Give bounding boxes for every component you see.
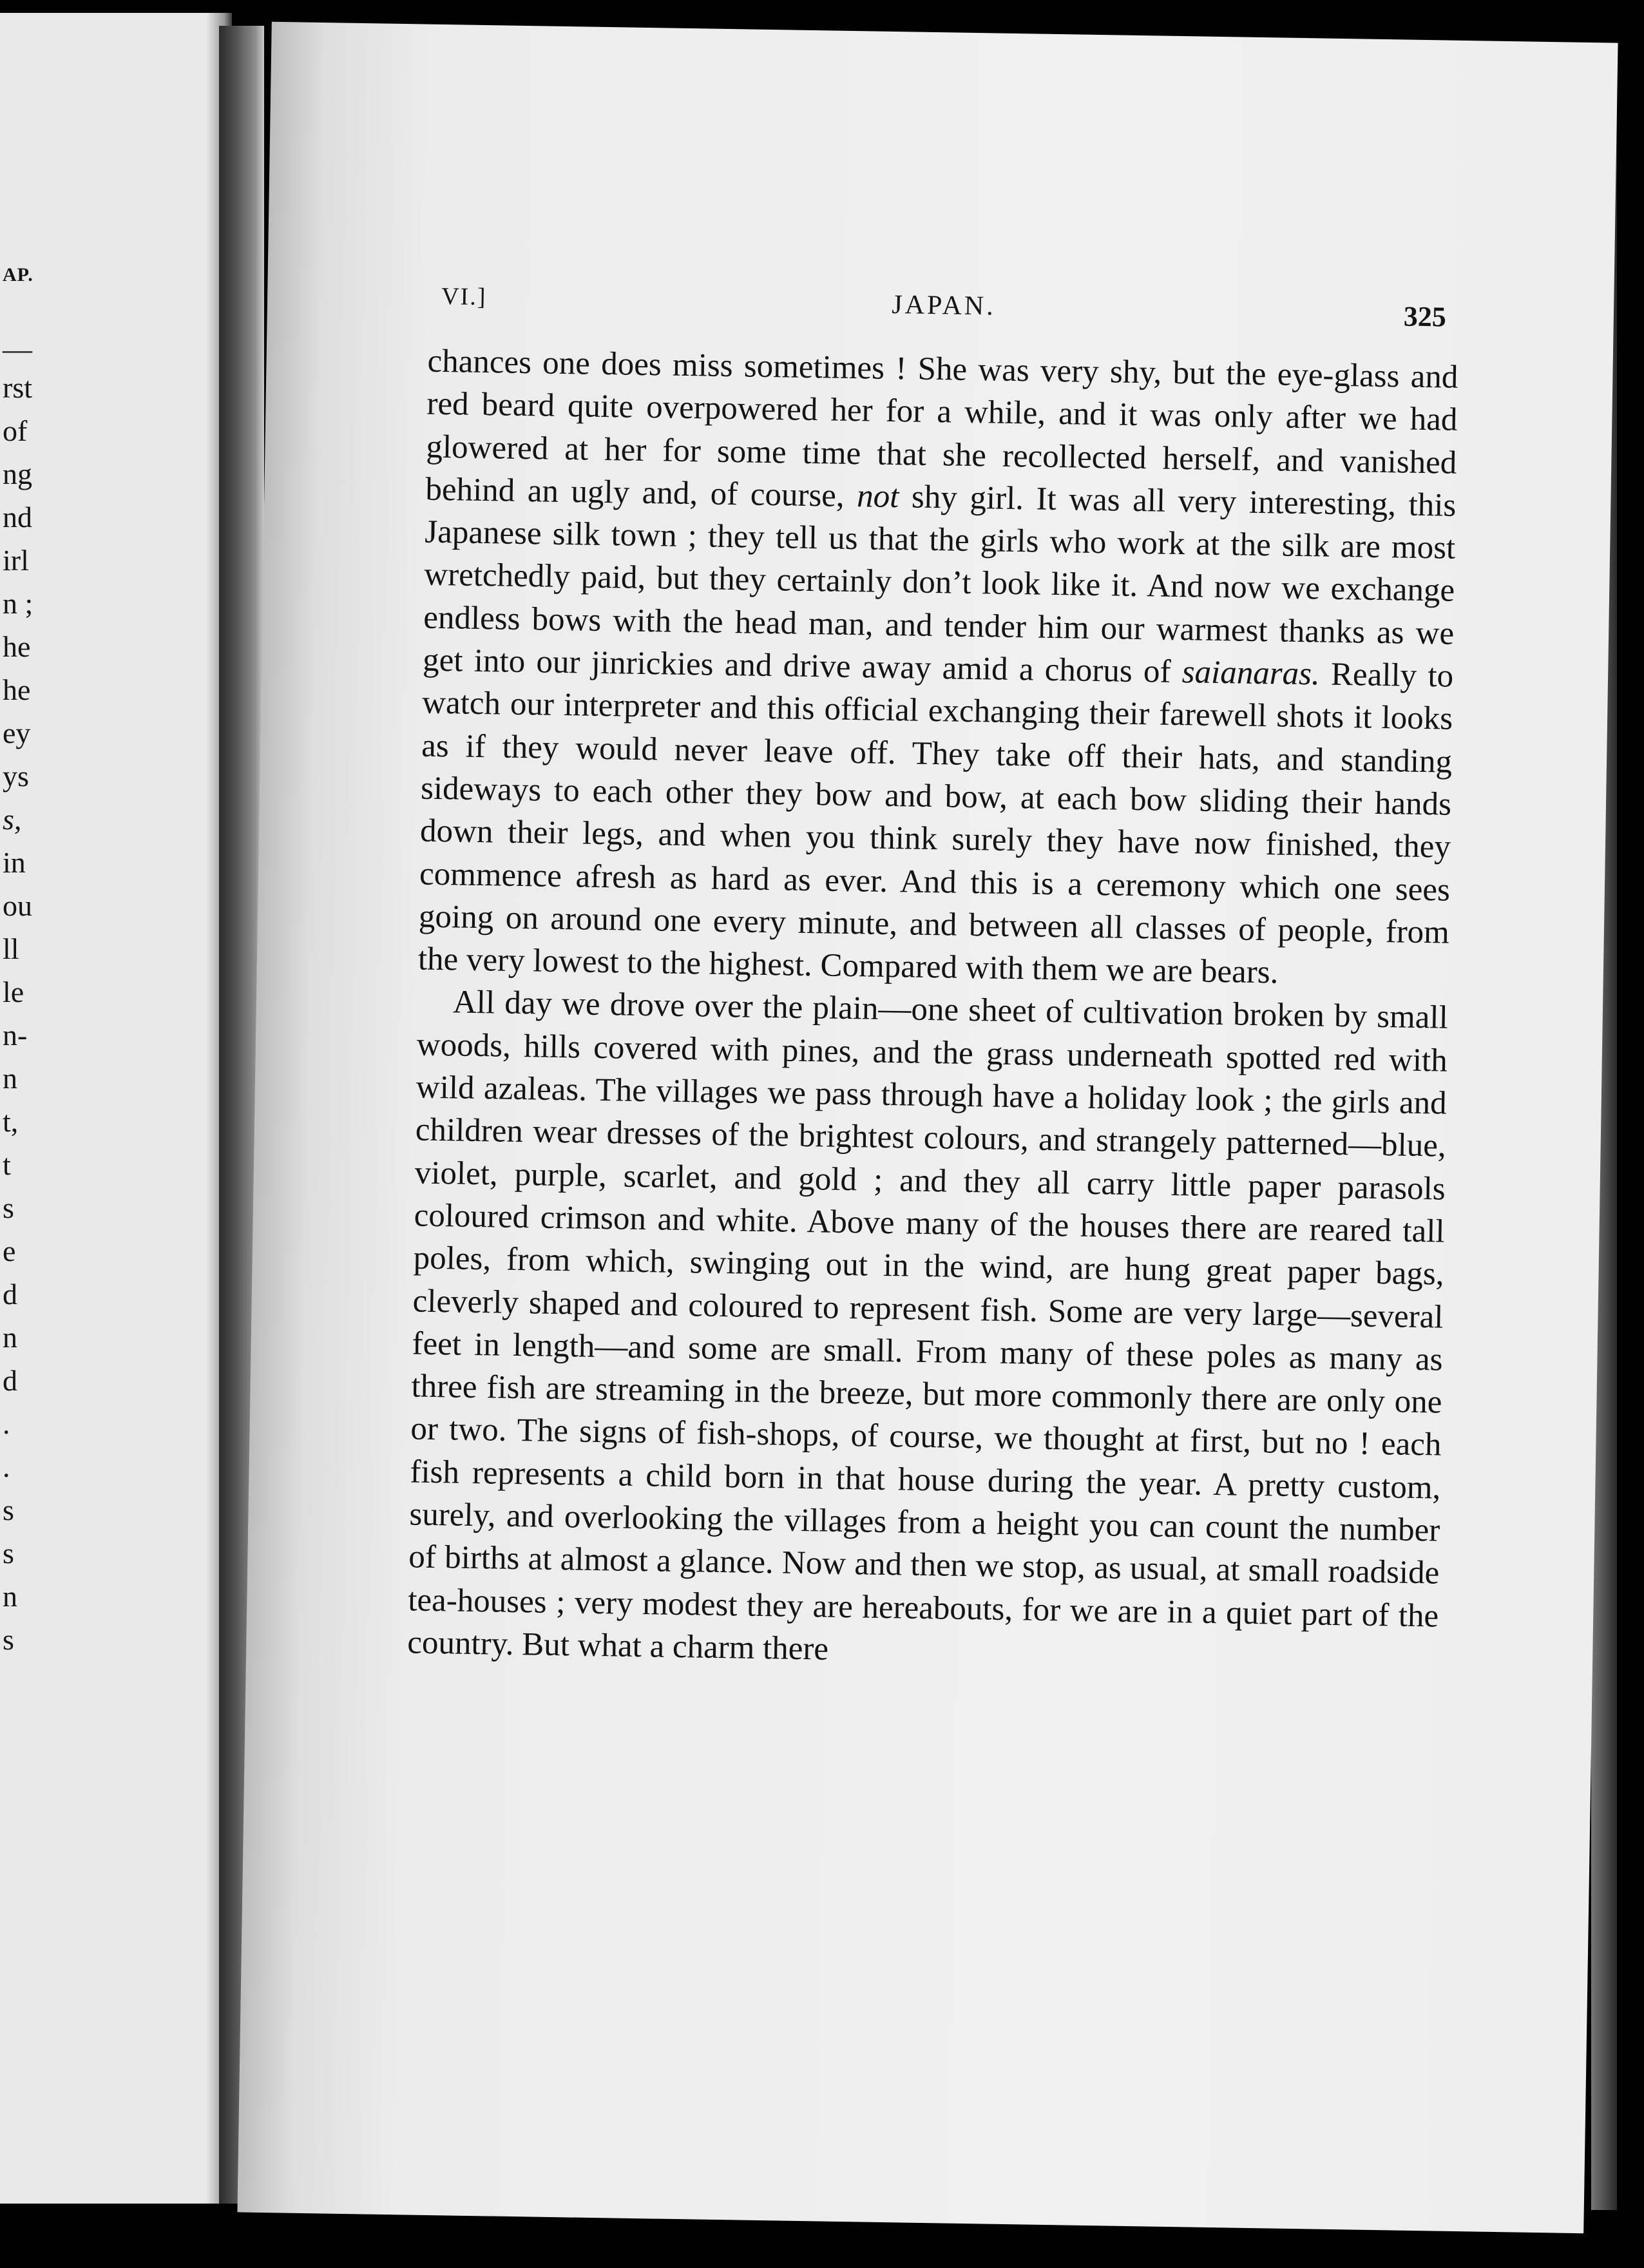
previous-page-line-fragment: n [3, 1580, 17, 1613]
running-title: JAPAN. [892, 289, 997, 322]
previous-page-line-fragment: n [3, 1321, 17, 1354]
previous-page-line-fragment: s [3, 1494, 14, 1526]
previous-page-line-fragment: s [3, 1537, 14, 1570]
previous-page-line-fragment: s [3, 1191, 14, 1224]
previous-page-line-fragment: ll [3, 932, 19, 965]
current-page [237, 22, 1618, 2233]
previous-page-line-fragment: irl [3, 544, 29, 577]
paragraph: All day we drove over the plain—one sheet of cultivation broken by small woods, hills covered with pines, and the grass underneath spotted red with wild azaleas. The villages we pass through have a holiday look ; the girls and children wear dresses of the brightest colours, and strangely patterned—blue, violet, purple, scarlet, and gold ; and they all carry little paper parasols coloured crimson and white. Above many of the houses there are reared tall poles, from which, swinging out in the wind, are hung great paper bags, cleverly shaped and coloured to represent fish. Some are very large—several feet in length—and some are small. From many of these poles as many as three fish are streaming in the breeze, but more commonly there are only one or two. The signs of fish-shops, of course, we thought at first, but no ! each fish represents a child born in that house during the year. A pretty custom, surely, and overlooking the villages from a height you can count the number of births at almost a glance. Now and then we stop, as usual, at small roadside tea-houses ; very modest they are hereabouts, for we are in a quiet part of the country. But what a charm there [406, 984, 1449, 1667]
previous-page-line-fragment: d [3, 1364, 17, 1397]
previous-page-line-fragment: t, [3, 1105, 19, 1138]
previous-page-text-fragments [0, 13, 64, 2204]
previous-page-line-fragment: ey [3, 716, 31, 749]
chapter-marker: VI.] [441, 282, 487, 311]
previous-page-line-fragment: rst [3, 371, 32, 404]
previous-page-line-fragment: n [3, 1062, 17, 1095]
paragraph-text: chances one does miss sometimes ! She was very shy, but the eye-glass and red beard quite overpowered her for a while, and it was only after we had glowered at her for some time that she recollected herself, and vanished behind an ugly and, of course, [425, 343, 1458, 514]
previous-page-line-fragment: le [3, 975, 24, 1008]
previous-page-line-fragment: he [3, 630, 31, 663]
previous-page-line-fragment: s, [3, 803, 22, 836]
previous-page-line-fragment: ou [3, 889, 32, 922]
previous-page-line-fragment: n- [3, 1019, 28, 1052]
paragraph-text: Really to watch our interpreter and this official exchanging their farewell shots it looks as if they would never leave off. They take off their hats, and standing sideways to each other they bow and bow, at each bow sliding their hands down their legs, and when you think surely they have now finished, they commence afresh as hard as ever. And this is a ceremony which one sees going on around one every minute, and between all classes of people, from the very lowest to the highest. Compared with them we are bears. [417, 656, 1454, 991]
paragraph-text: shy girl. It was all very interesting, this Japanese silk town ; they tell us that the girls who work at the silk are most wretchedly paid, but they certainly don’t look like it. And now we exchange endless bows with the head man, and tender him our warmest thanks as we get into our jinrickies and drive away amid a chorus of [422, 479, 1457, 690]
previous-page-line-fragment: . [3, 1407, 10, 1440]
page-number: 325 [1403, 300, 1447, 333]
previous-page-line-fragment: — [3, 332, 32, 365]
previous-page-line-fragment: in [3, 846, 26, 879]
previous-page-line-fragment: he [3, 673, 31, 706]
previous-page-line-fragment: ys [3, 760, 29, 793]
previous-page-line-fragment: e [3, 1235, 16, 1267]
previous-page-line-fragment: d [3, 1278, 17, 1311]
body-text [407, 340, 1458, 1680]
running-head [441, 282, 1446, 343]
previous-page-line-fragment: t [3, 1148, 11, 1181]
previous-page-line-fragment: n ; [3, 587, 33, 620]
previous-page [0, 13, 232, 2204]
paragraph [417, 340, 1458, 997]
previous-page-line-fragment: s [3, 1623, 14, 1656]
previous-page-line-fragment: nd [3, 501, 32, 533]
previous-page-line-fragment: . [3, 1450, 10, 1483]
italic-word: saianaras. [1181, 654, 1321, 693]
previous-page-line-fragment: of [3, 414, 28, 447]
previous-page-line-fragment: ng [3, 457, 32, 490]
italic-word: not [856, 478, 899, 515]
previous-page-header-fragment: AP. [3, 264, 33, 285]
